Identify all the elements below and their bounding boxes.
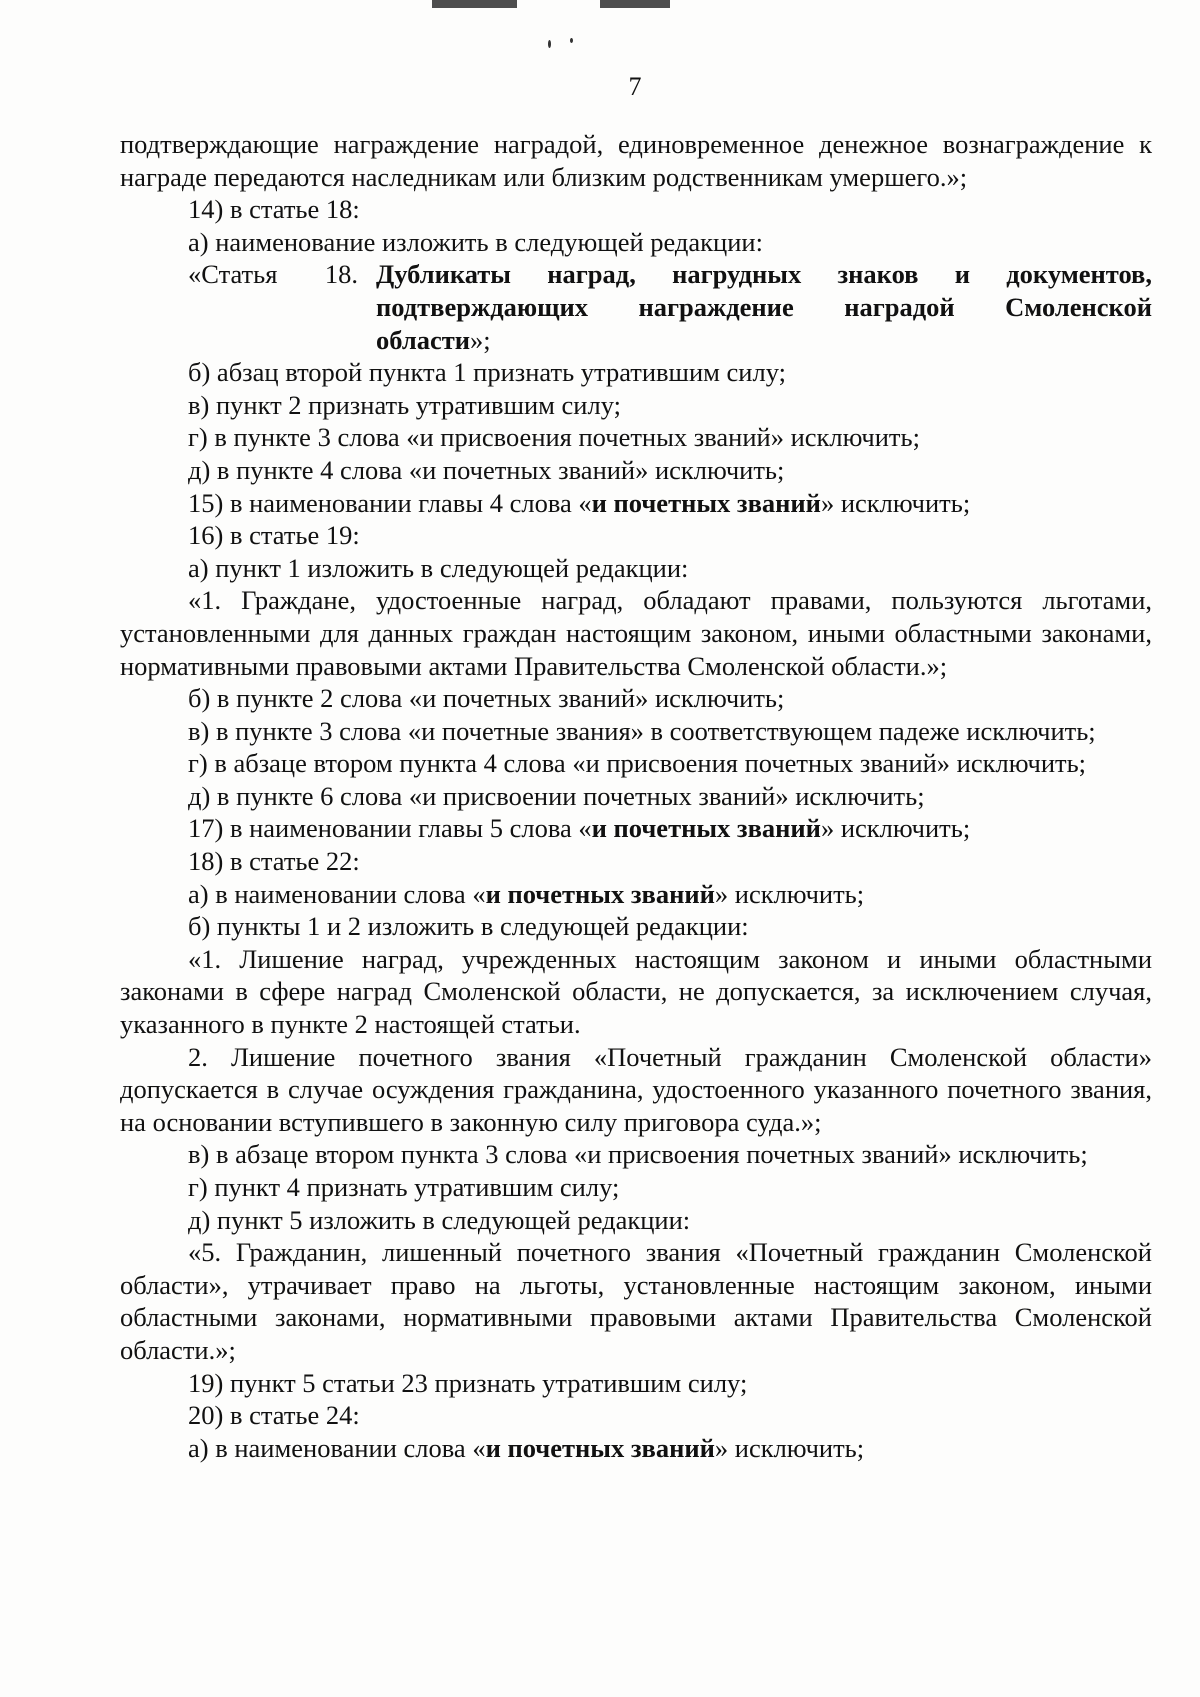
article-heading: [120, 258, 1152, 356]
list-item: г) пункт 4 признать утратившим силу;: [188, 1172, 620, 1202]
list-item: в) в пункте 3 слова «и почетные звания» в соответствующем падеже исключить;: [188, 715, 1096, 746]
list-item: д) в пункте 4 слова «и почетных званий» исключить;: [188, 454, 785, 485]
list-item: в) в абзаце втором пункта 3 слова «и присвоения почетных званий» исключить;: [188, 1139, 1088, 1170]
list-item: в) пункт 2 признать утратившим силу;: [188, 389, 621, 420]
list-item: а) в наименовании слова «и почетных званий» исключить;: [188, 1432, 865, 1463]
list-item: 17) в наименовании главы 5 слова «и почетных званий» исключить;: [188, 813, 971, 844]
list-item: 18) в статье 22:: [188, 846, 360, 877]
list-item: 20) в статье 24:: [188, 1400, 360, 1431]
list-item: а) пункт 1 изложить в следующей редакции:: [188, 552, 689, 583]
quoted-paragraph: «1. Граждане, удостоенные наград, обладают правами, пользуются льготами, установленными для данных граждан настоящим законом, иными областными законами, нормативными правовыми актами Правительства Смоленской области.»;: [120, 585, 1152, 681]
list-item: б) в пункте 2 слова «и почетных званий» исключить;: [188, 683, 785, 714]
paragraph: подтверждающие награждение наградой, единовременное денежное вознаграждение к награде передаются наследникам или близким родственникам умершего.»;: [120, 129, 1152, 192]
list-item: д) пункт 5 изложить в следующей редакции:: [188, 1204, 691, 1235]
scan-artifact: [432, 0, 517, 8]
scan-artifact: [600, 0, 670, 8]
list-item: 14) в статье 18:: [188, 194, 360, 225]
list-item: б) абзац второй пункта 1 признать утратившим силу;: [188, 357, 786, 388]
page-number: 7: [628, 72, 642, 101]
scan-speck: [548, 40, 551, 48]
article-title: Дубликаты наград, нагрудных знаков и документов, подтверждающих награждение наградой Смоленской области»;: [376, 259, 1152, 355]
list-item: а) в наименовании слова «и почетных званий» исключить;: [188, 878, 865, 909]
list-item: а) наименование изложить в следующей редакции:: [188, 226, 763, 257]
list-item: г) в абзаце втором пункта 4 слова «и присвоения почетных званий» исключить;: [188, 748, 1087, 779]
list-item: г) в пункте 3 слова «и присвоения почетных званий» исключить;: [188, 422, 920, 453]
list-item: 16) в статье 19:: [188, 520, 360, 551]
list-item: б) пункты 1 и 2 изложить в следующей редакции:: [188, 911, 749, 942]
article-label: «Статья 18.: [188, 259, 358, 290]
list-item: 19) пункт 5 статьи 23 признать утратившим силу;: [188, 1367, 748, 1398]
list-item: д) в пункте 6 слова «и присвоении почетных званий» исключить;: [188, 780, 925, 811]
quoted-paragraph: 2. Лишение почетного звания «Почетный гражданин Смоленской области» допускается в случае осуждения гражданина, удостоенного указанного почетного звания, на основании вступившего в законную силу приговора суда.»;: [120, 1041, 1152, 1137]
document-body: [120, 128, 1152, 1464]
scan-speck: [570, 38, 573, 43]
quoted-paragraph: «1. Лишение наград, учрежденных настоящим законом и иными областными законами в сфере наград Смоленской области, не допускается, за исключением случая, указанного в пункте 2 настоящей статьи.: [120, 943, 1152, 1040]
quoted-paragraph: «5. Гражданин, лишенный почетного звания «Почетный гражданин Смоленской области», утрачивает право на льготы, установленные настоящим законом, иными областными законами, нормативными правовыми актами Правительства Смоленской области.»;: [120, 1237, 1152, 1365]
list-item: 15) в наименовании главы 4 слова «и почетных званий» исключить;: [188, 487, 971, 518]
